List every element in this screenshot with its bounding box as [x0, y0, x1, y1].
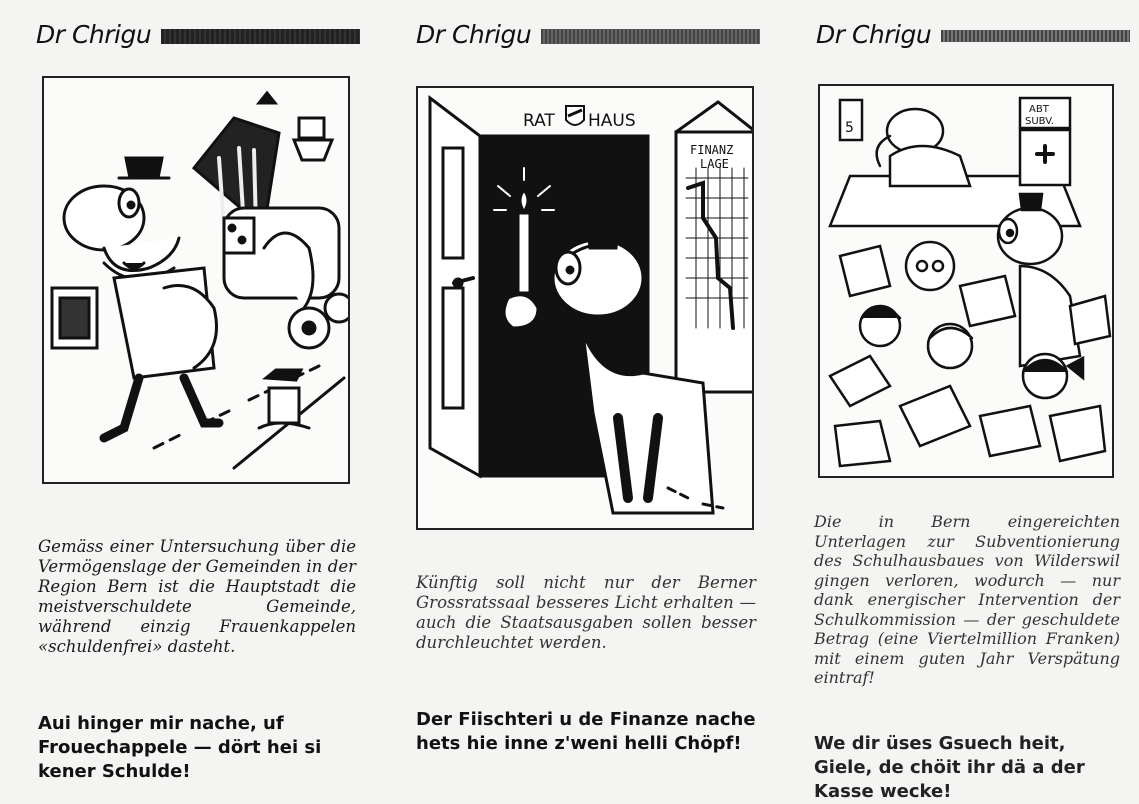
cartoon-column-3: [810, 0, 1130, 804]
cartoon-column-2: [410, 0, 760, 804]
cartoon-panel-rathaus: [416, 86, 754, 530]
cartoon-illustration: [418, 88, 752, 528]
cartoon-quote: Der Fiischteri u de Finanze nache hets hie inne z'weni helli Chöpf!: [416, 709, 756, 754]
cartoon-quote: Aui hinger mir nache, uf Frouechappele — dört hei si kener Schulde!: [38, 713, 322, 782]
cartoon-panel-papers: [818, 84, 1114, 478]
rathaus-sign-left: RAT: [523, 111, 555, 131]
chart-label-finanz: FINANZ: [690, 143, 734, 157]
column-header: [416, 14, 760, 54]
box-label-abt: ABT: [1029, 104, 1049, 115]
calendar-number: 5: [845, 120, 854, 136]
cartoon-caption: Gemäss einer Untersuchung über die Vermögenslage der Gemeinden in der Region Bern ist die Hauptstadt die meistverschuldete Gemeinde, während einzig Frauenkappelen «schuldenfrei» dasteht.: [38, 536, 356, 656]
chart-label-lage: LAGE: [700, 157, 729, 171]
cartoon-illustration: [820, 86, 1112, 476]
cartoon-quote: We dir üses Gsuech heit, Giele, de chöit ihr dä a der Kasse wecke!: [814, 733, 1085, 802]
bern-crest-icon: [566, 106, 584, 125]
column-title: Dr Chrigu: [816, 19, 932, 49]
cartoon-caption: Künftig soll nicht nur der Berner Grossratssaal besseres Licht erhalten — auch die Staatsausgaben sollen besser durchleuchtet werden.: [416, 572, 756, 652]
column-title: Dr Chrigu: [36, 19, 152, 49]
header-bar: [941, 30, 1130, 42]
cartoon-column-1: [30, 0, 360, 804]
box-label-subv: SUBV.: [1025, 116, 1054, 127]
column-header: [36, 14, 360, 54]
cartoon-panel-moving-man: [42, 76, 350, 484]
column-header: [816, 14, 1130, 54]
cartoon-illustration: [44, 78, 348, 482]
rathaus-sign-right: HAUS: [588, 111, 636, 131]
header-bar: [161, 29, 360, 44]
column-title: Dr Chrigu: [416, 19, 532, 49]
cartoon-caption: Die in Bern eingereichten Unterlagen zur Subventionierung des Schulhausbaues von Wilderswil gingen verloren, wodurch — nur dank energischer Intervention der Schulkommission — der geschuldete Betrag (eine Viertelmillion Franken) mit einem guten Jahr Verspätung eintraf!: [814, 512, 1120, 687]
header-bar: [541, 29, 760, 44]
